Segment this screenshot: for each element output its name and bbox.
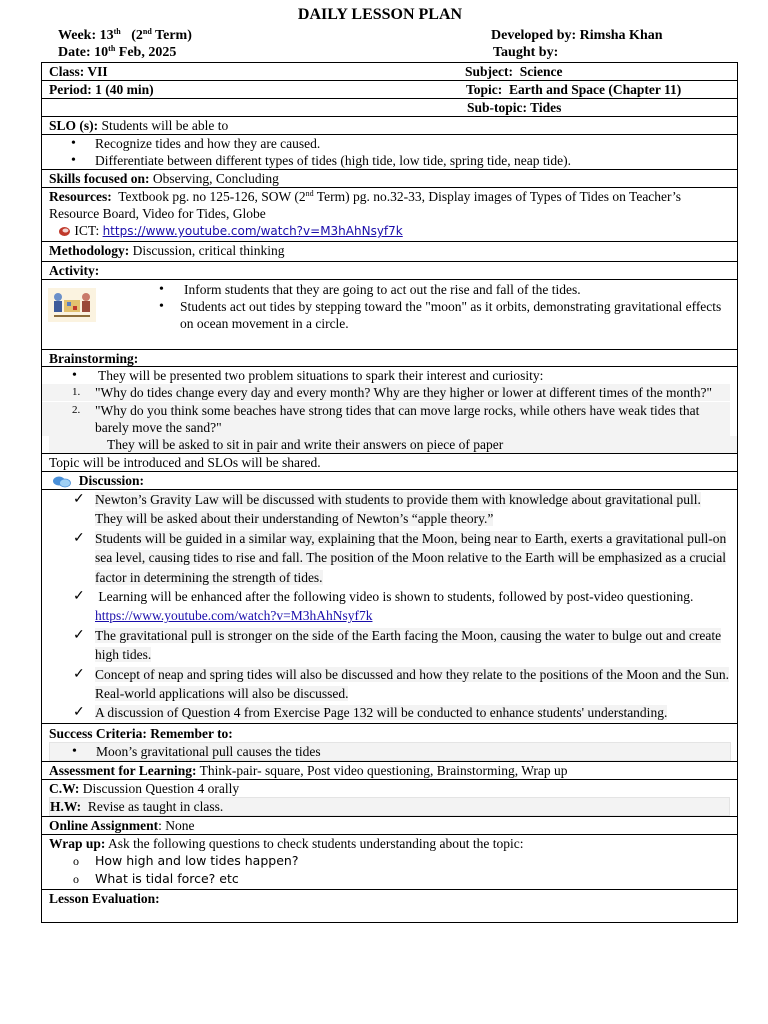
list-item: ✓ The gravitational pull is stronger on the side of the Earth facing the Moon, causing the water to bulge out and create high tides.	[73, 627, 722, 663]
circle-bullet-icon: o	[73, 853, 79, 868]
slo-intro: Students will be able to	[101, 118, 229, 133]
wrapup-label: Wrap up:	[49, 835, 106, 851]
list-item: o How high and low tides happen?	[73, 852, 299, 868]
list-item: o What is tidal force? etc	[73, 870, 239, 886]
bullet-icon: •	[159, 282, 164, 297]
success-label: Success Criteria: Remember to:	[49, 725, 233, 741]
list-item: 1. "Why do tides change every day and every month? Why are they higher or lower at different times of the month?"	[42, 384, 730, 401]
ict-label: ICT:	[74, 223, 100, 238]
page-title: DAILY LESSON PLAN	[297, 6, 463, 23]
bullet-icon: •	[71, 153, 76, 168]
class-subject-row	[42, 63, 737, 81]
topic-intro-row	[42, 454, 737, 472]
date-label: Date: 10th Feb, 2025	[58, 44, 177, 60]
ict-icon	[58, 226, 71, 237]
hw-label: H.W:	[50, 798, 82, 814]
wrapup-row	[42, 835, 737, 890]
list-item: ✓ Students will be guided in a similar way, explaining that the Moon, being near to Earth, exerts a gravitational pull-on sea level, causing tides to rise and fall. The position of the Moon relative to the Earth will be emphasized as a crucial factor in determining the strength of tides.	[73, 530, 727, 585]
online-value: : None	[158, 817, 195, 833]
resources-text: Textbook pg. no 125-126, SOW (2nd Term) pg. no.32-33, Display images of Types of Tides on Teacher’s Resource Board, Video for Tides, Globe	[49, 189, 682, 221]
brainstorming-row	[42, 367, 737, 454]
hw-line	[49, 797, 730, 816]
list-item: ✓ A discussion of Question 4 from Exercise Page 132 will be conducted to enhance students' understanding.	[49, 703, 730, 722]
check-icon: ✓	[73, 492, 85, 507]
skills-value: Observing, Concluding	[152, 171, 279, 186]
activity-label: Activity:	[49, 263, 100, 278]
period-topic-row	[42, 81, 737, 99]
cw-line	[49, 780, 730, 797]
list-item: • Differentiate between different types of tides (high tide, low tide, spring tide, neap tide).	[71, 153, 571, 168]
online-row	[42, 817, 737, 835]
bullet-icon: •	[72, 743, 77, 759]
evaluation-label: Lesson Evaluation:	[49, 890, 160, 906]
list-item: ✓ Learning will be enhanced after the following video is shown to students, followed by post-video questioning. https://www.youtube.com/watch?v=M3hAhNsyf7k	[73, 589, 694, 624]
online-label: Online Assignment	[49, 817, 159, 833]
subject-label: Subject:	[465, 64, 513, 79]
circle-bullet-icon: o	[73, 871, 79, 886]
topic-value: Earth and Space (Chapter 11)	[509, 82, 682, 97]
cw-hw-row	[42, 780, 737, 817]
bullet-icon: •	[72, 368, 77, 383]
check-icon: ✓	[73, 589, 85, 605]
assessment-row	[42, 762, 737, 780]
class-label: Class: VII	[49, 64, 108, 79]
list-item: • Moon’s gravitational pull causes the tides	[49, 742, 731, 761]
taught-by: Taught by:	[493, 45, 559, 60]
lesson-plan-table	[41, 62, 738, 923]
wrapup-intro: Ask the following questions to check students understanding about the topic:	[108, 835, 524, 851]
resources-row	[42, 188, 737, 242]
check-icon: ✓	[73, 666, 85, 682]
bullet-icon: •	[71, 136, 76, 151]
ict-line	[49, 222, 730, 240]
discussion-label: Discussion:	[78, 473, 145, 488]
developed-by: Developed by: Rimsha Khan	[491, 28, 663, 43]
list-item: • Recognize tides and how they are caused.	[71, 136, 321, 151]
discussion-list	[49, 490, 730, 723]
success-list	[49, 742, 730, 761]
slo-list	[49, 135, 730, 169]
resources-label: Resources:	[49, 189, 112, 204]
skills-label: Skills focused on:	[49, 171, 150, 186]
students-activity-icon	[48, 288, 96, 322]
brainstorming-header-row	[42, 350, 737, 367]
list-item: • Inform students that they are going to act out the rise and fall of the tides.	[159, 282, 581, 297]
week-label: Week: 13th (2nd Term)	[58, 27, 192, 43]
assessment-value: Think-pair- square, Post video questioning, Brainstorming, Wrap up	[199, 762, 568, 778]
methodology-row	[42, 242, 737, 262]
discussion-row	[42, 490, 737, 724]
topic-intro: Topic will be introduced and SLOs will be shared.	[49, 455, 321, 470]
discussion-video-link[interactable]: https://www.youtube.com/watch?v=M3hAhNsyf7k	[95, 608, 373, 624]
slo-list-row	[42, 135, 737, 170]
subtopic-row	[42, 99, 737, 117]
check-icon: ✓	[73, 627, 85, 643]
brainstorming-intro: • They will be presented two problem situations to spark their interest and curiosity:	[72, 368, 544, 383]
evaluation-row	[42, 890, 737, 922]
discussion-header-row	[42, 472, 737, 490]
slo-label: SLO (s):	[49, 118, 99, 133]
methodology-label: Methodology:	[49, 243, 130, 258]
list-item: ✓ Newton’s Gravity Law will be discussed with students to provide them with knowledge about gravitational pull. They will be asked about their understanding of Newton’s “apple theory.”	[73, 492, 701, 527]
activity-list	[49, 280, 730, 332]
check-icon: ✓	[73, 530, 85, 546]
assessment-label: Assessment for Learning:	[49, 762, 197, 778]
topic-label: Topic:	[466, 82, 503, 97]
activity-header-row	[42, 262, 737, 280]
subtopic-label: Sub-topic: Tides	[467, 100, 562, 115]
slo-header-row	[42, 117, 737, 135]
methodology-value: Discussion, critical thinking	[132, 243, 285, 258]
list-item: 2. "Why do you think some beaches have strong tides that can move large rocks, while others have weak tides that barely move the sand?"	[42, 402, 730, 436]
cw-value: Discussion Question 4 orally	[82, 780, 240, 796]
brainstorming-questions	[42, 384, 737, 436]
wrapup-list	[49, 852, 730, 888]
skills-row	[42, 170, 737, 188]
brainstorming-pair: They will be asked to sit in pair and write their answers on piece of paper	[49, 436, 737, 453]
bullet-icon: •	[159, 299, 164, 314]
activity-row	[42, 280, 737, 350]
list-item: ✓ Concept of neap and spring tides will also be discussed and how they relate to the positions of the Moon and the Sun. Real-world applications will also be discussed.	[73, 666, 730, 702]
subject-value: Science	[519, 64, 563, 79]
speech-bubbles-icon	[52, 475, 72, 489]
ict-video-link[interactable]: https://www.youtube.com/watch?v=M3hAhNsyf7k	[102, 224, 403, 238]
check-icon: ✓	[73, 705, 85, 721]
hw-value: Revise as taught in class.	[87, 798, 224, 814]
cw-label: C.W:	[49, 780, 80, 796]
brainstorming-label: Brainstorming:	[49, 351, 139, 366]
list-item: • Students act out tides by stepping toward the "moon" as it orbits, demonstrating gravitational effects on ocean movement in a circle.	[159, 299, 722, 331]
period-label: Period: 1 (40 min)	[49, 82, 154, 97]
success-row	[42, 724, 737, 762]
